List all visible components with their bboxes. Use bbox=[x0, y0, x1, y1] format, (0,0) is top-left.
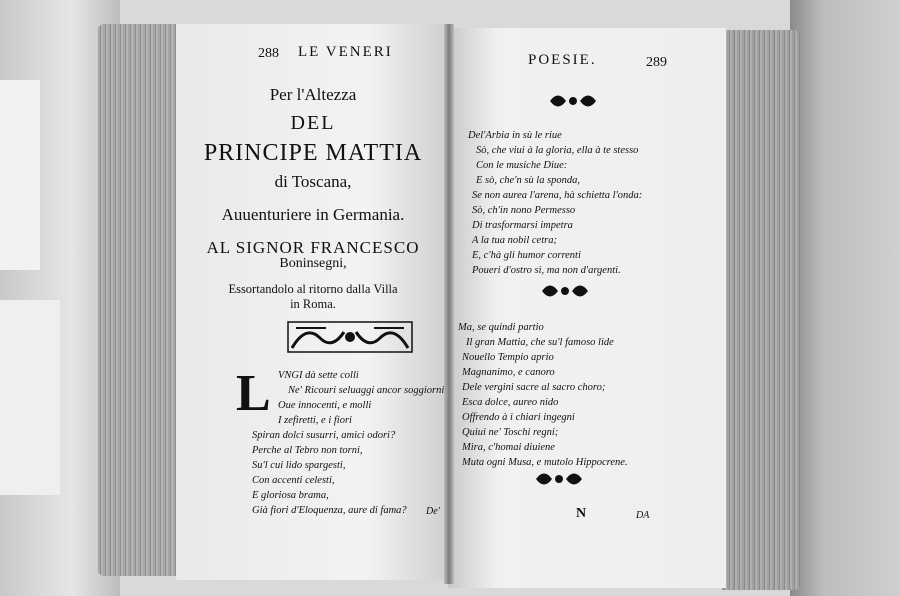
verse-line: E sò, che'n sù la sponda, bbox=[476, 175, 581, 186]
verse-line: Con accenti celesti, bbox=[252, 475, 335, 486]
verse-line: Se non aurea l'arena, hà schietta l'onda: bbox=[472, 190, 643, 201]
background-light-block bbox=[0, 80, 40, 270]
title-line-7: Boninsegni, bbox=[279, 256, 347, 271]
signature-mark: N bbox=[576, 506, 587, 521]
headpiece-ornament bbox=[286, 320, 414, 354]
verse-line: Ma, se quindi partio bbox=[458, 322, 544, 333]
verse-line: Offrendo à i chiari ingegni bbox=[462, 412, 575, 423]
verse-line: Spiran dolci susurri, amici odori? bbox=[252, 430, 396, 441]
verse-line: Ne' Ricouri seluaggi ancor soggiorni bbox=[288, 385, 445, 396]
fleuron-ornament bbox=[538, 280, 592, 302]
title-line-5: Auuenturiere in Germania. bbox=[221, 205, 405, 224]
left-page-number: 288 bbox=[258, 46, 279, 61]
background-right bbox=[790, 0, 900, 596]
title-line-9: in Roma. bbox=[290, 297, 336, 311]
verse-line: Del'Arbia in sù le riue bbox=[468, 130, 562, 141]
verse-line: Muta ogni Musa, e mutolo Hippocrene. bbox=[462, 457, 628, 468]
left-fore-edge bbox=[98, 24, 178, 576]
background-light-block bbox=[0, 300, 60, 495]
verse-line: Di trasformarsi impetra bbox=[472, 220, 573, 231]
left-running-head: LE VENERI bbox=[298, 44, 393, 60]
title-line-8: Essortandolo al ritorno dalla Villa bbox=[228, 282, 398, 296]
verse-line: E, c'hà gli humor correnti bbox=[472, 250, 581, 261]
verse-line: Perche al Tebro non torni, bbox=[252, 445, 363, 456]
verse-line: Con le musiche Diue: bbox=[476, 160, 568, 171]
title-line-3: PRINCIPE MATTIA bbox=[203, 140, 423, 166]
verse-line: Magnanimo, e canoro bbox=[462, 367, 555, 378]
verse-line: Il gran Mattia, che su'l famoso lide bbox=[466, 337, 614, 348]
verse-line: Sò, ch'in nono Permesso bbox=[472, 205, 576, 216]
verse-line: Oue innocenti, e molli bbox=[278, 400, 372, 411]
right-fore-edge bbox=[722, 30, 800, 590]
fleuron-ornament bbox=[532, 468, 586, 490]
verse-line: Sò, che viui à la gloria, ella à te stesso bbox=[476, 145, 639, 156]
verse-line: Esca dolce, aureo nido bbox=[462, 397, 559, 408]
verse-line: E gloriosa brama, bbox=[252, 490, 329, 501]
verse-line: Già fiori d'Eloquenza, aure di fama? bbox=[252, 505, 407, 516]
verse-line: Quiui ne' Toschi regni; bbox=[462, 427, 559, 438]
title-line-6: AL SIGNOR FRANCESCO bbox=[206, 238, 420, 257]
verse-line: Nouello Tempio aprio bbox=[462, 352, 554, 363]
right-page-number: 289 bbox=[646, 55, 667, 70]
drop-cap: L bbox=[236, 365, 271, 422]
title-line-4: di Toscana, bbox=[274, 172, 352, 191]
title-line-2: DEL bbox=[290, 112, 336, 134]
right-page bbox=[448, 28, 726, 588]
verse-line: A la tua nobil cetra; bbox=[472, 235, 557, 246]
verse-line: I zefiretti, e i fiori bbox=[278, 415, 352, 426]
verse-line: Mira, c'homai diuiene bbox=[462, 442, 555, 453]
right-running-head: POESIE. bbox=[528, 52, 597, 68]
verse-line: Su'l cui lido spargesti, bbox=[252, 460, 346, 471]
verse-line: Poueri d'ostro sì, ma non d'argenti. bbox=[472, 265, 621, 276]
verse-line: Dele vergini sacre al sacro choro; bbox=[462, 382, 606, 393]
left-catchword: De' bbox=[426, 506, 440, 517]
right-catchword: DA bbox=[636, 510, 650, 521]
title-line-1: Per l'Altezza bbox=[269, 85, 357, 104]
verse-first-line: VNGI dà sette colli bbox=[278, 370, 359, 381]
fleuron-ornament bbox=[546, 90, 600, 112]
